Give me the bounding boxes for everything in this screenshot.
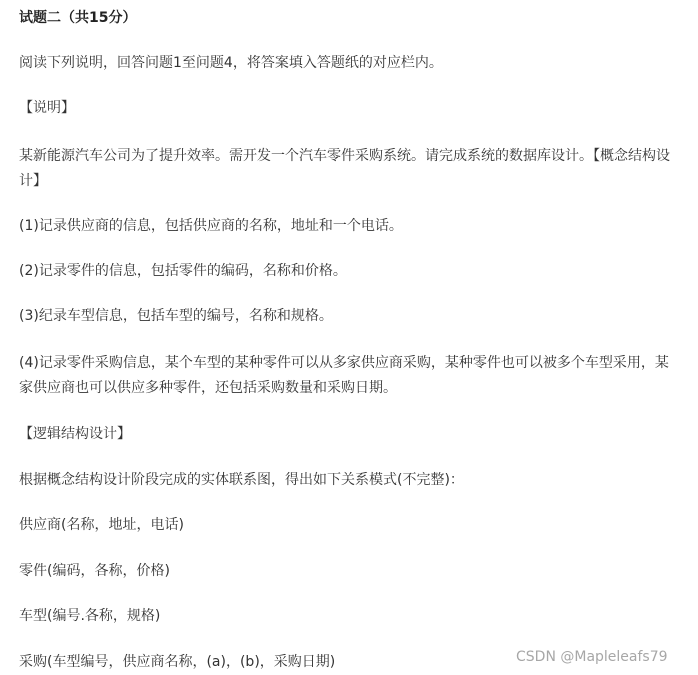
schema-part: 零件(编码，各称，价格) [19, 563, 170, 579]
intro-paragraph-line1: 某新能源汽车公司为了提升效率。需开发一个汽车零件采购系统。请完成系统的数据库设计。【概念结构设 [19, 148, 670, 164]
schema-supplier: 供应商(名称，地址，电话) [19, 517, 184, 533]
logic-design-intro: 根据概念结构设计阶段完成的实体联系图，得出如下关系模式(不完整)： [19, 472, 464, 488]
requirement-item-4-line1: (4)记录零件采购信息，某个车型的某种零件可以从多家供应商采购，某种零件也可以被多个车型采用，某 [19, 355, 669, 371]
schema-purchase: 采购(车型编号，供应商名称，(a)，(b)，采购日期) [19, 654, 336, 670]
description-heading: 【说明】 [19, 100, 75, 116]
requirement-item-1: (1)记录供应商的信息，包括供应商的名称，地址和一个电话。 [19, 218, 403, 234]
requirement-item-3: (3)纪录车型信息，包括车型的编号，名称和规格。 [19, 308, 333, 324]
requirement-item-4-line2: 家供应商也可以供应多种零件，还包括采购数量和采购日期。 [19, 380, 397, 396]
logic-design-heading: 【逻辑结构设计】 [19, 426, 131, 442]
intro-paragraph-line2: 计】 [19, 173, 47, 189]
instruction-text: 阅读下列说明，回答问题1至问题4，将答案填入答题纸的对应栏内。 [19, 55, 443, 71]
requirement-item-2: (2)记录零件的信息，包括零件的编码，名称和价格。 [19, 263, 347, 279]
watermark-text: CSDN @Mapleleafs79 [516, 649, 668, 665]
exam-question-title: 试题二（共15分） [19, 10, 137, 26]
schema-vehicle-model: 车型(编号.各称，规格) [19, 608, 161, 624]
